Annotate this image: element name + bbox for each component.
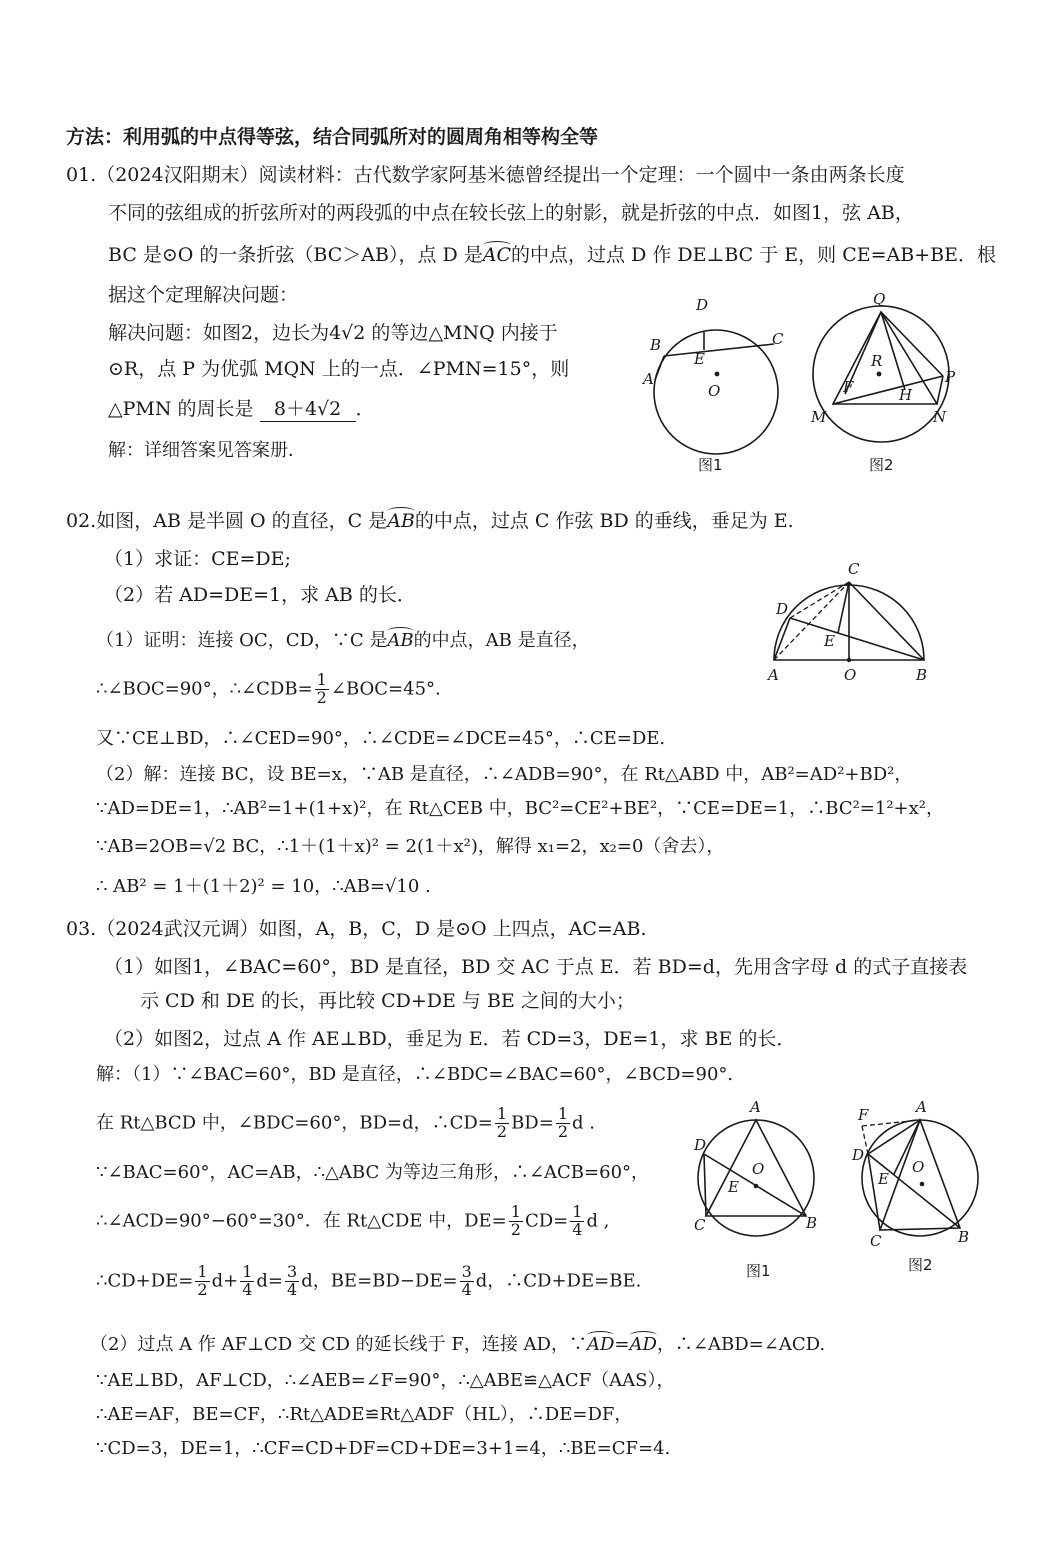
problem-3-sol-4a: ∴∠ACD=90°−60°=30°．在 Rt△CDE 中，DE= — [96, 1210, 507, 1232]
label-c: C — [694, 1216, 706, 1234]
problem-3-sol-5c: d= — [256, 1270, 283, 1292]
fraction — [285, 1264, 299, 1299]
problem-3-sol-8: ∴AE=AF，BE=CF，∴Rt△ADE≌Rt△ADF（HL），∴DE=DF， — [96, 1404, 633, 1425]
frac-numerator: 1 — [510, 1202, 521, 1221]
problem-3-sol-2c: d . — [572, 1112, 595, 1134]
segment-ce — [838, 582, 849, 633]
fraction — [195, 1264, 209, 1299]
label-d: D — [852, 1146, 865, 1164]
problem-3-sol-2 — [96, 1106, 595, 1141]
center-o-semi — [847, 658, 851, 662]
problem-2-line-1 — [66, 510, 794, 533]
frac-denominator: 4 — [242, 1279, 253, 1299]
label-o: O — [752, 1160, 765, 1178]
label-c: C — [772, 330, 784, 348]
center-o — [920, 1182, 925, 1187]
figure-3-2 — [850, 1098, 990, 1283]
label-q: Q — [873, 290, 886, 308]
label-a: A — [643, 370, 654, 388]
label-h: H — [899, 386, 913, 404]
problem-1-line-3b: 的中点，过点 D 作 DE⊥BC 于 E，则 CE=AB+BE．根 — [511, 244, 996, 266]
problem-1-text: 阅读材料：古代数学家阿基米德曾经提出一个定理：一个圆中一条由两条长度 — [258, 164, 905, 186]
problem-1-line-3a: BC 是⊙O 的一条折弦（BC＞AB），点 D 是 — [108, 244, 483, 266]
problem-1-source: （2024汉阳期末） — [96, 164, 259, 186]
figure-3-2-caption: 图2 — [908, 1256, 933, 1274]
frac-numerator: 1 — [572, 1202, 583, 1221]
problem-1-line-6: ⊙R，点 P 为优弧 MQN 上的一点．∠PMN=15°，则 — [108, 358, 570, 380]
problem-3-sol-3: ∵∠BAC=60°，AC=AB，∴△ABC 为等边三角形，∴∠ACB=60°， — [96, 1162, 650, 1183]
label-b: B — [958, 1228, 970, 1246]
problem-3-sol-7: ∵AE⊥BD，AF⊥CD，∴∠AEB=∠F=90°，∴△ABE≌△ACF（AAS）， — [96, 1370, 675, 1391]
center-o — [715, 372, 720, 377]
arc-ab-2: AB — [387, 630, 414, 651]
label-b: B — [650, 336, 662, 354]
frac-numerator: 1 — [197, 1262, 208, 1281]
center-o — [754, 1184, 759, 1189]
frac-denominator: 2 — [316, 687, 327, 707]
fraction — [460, 1264, 474, 1299]
frac-denominator: 2 — [496, 1121, 508, 1141]
frac-numerator: 1 — [496, 1104, 508, 1123]
label-o: O — [708, 382, 721, 400]
problem-3-sol-4 — [96, 1204, 609, 1239]
problem-1-line-7 — [108, 398, 375, 422]
segment-np — [937, 376, 943, 404]
circle-o — [698, 1120, 814, 1236]
problem-3-sol-5 — [96, 1264, 641, 1299]
answer-blank: 8＋4√2 — [260, 398, 356, 422]
frac-denominator: 4 — [572, 1219, 583, 1239]
label-b: B — [806, 1214, 818, 1232]
label-f: F — [858, 1106, 869, 1124]
problem-2-q1: （1）求证：CE=DE; — [104, 548, 291, 570]
label-e: E — [878, 1170, 889, 1188]
problem-3-line-1 — [66, 918, 647, 941]
chord-ab — [655, 356, 664, 380]
method-header: 方法：利用弧的中点得等弦，结合同弧所对的圆周角相等构全等 — [66, 126, 599, 148]
problem-2-sol-5: ∵AD=DE=1，∴AB²=1+(1+x)²，在 Rt△CEB 中，BC²=CE²+BE²，∵CE=DE=1，∴BC²=1²+x²， — [96, 798, 945, 819]
chord-dc — [868, 1154, 880, 1230]
fraction-half — [315, 672, 329, 707]
problem-2-sol-2 — [96, 672, 441, 707]
problem-3-sol-5b: d+ — [211, 1270, 239, 1292]
problem-2-sol-1 — [96, 630, 590, 652]
problem-2-sol-1b: 的中点，AB 是直径， — [413, 630, 590, 651]
problem-1-line-3 — [108, 244, 996, 267]
figure-1-caption: 图1 — [698, 456, 723, 474]
frac-denominator: 2 — [510, 1219, 521, 1239]
label-d: D — [694, 1136, 707, 1154]
problem-3-number: 03. — [66, 918, 97, 940]
problem-1-period: ． — [355, 398, 375, 420]
label-a: A — [916, 1098, 927, 1116]
figure-2-caption: 图2 — [869, 456, 894, 474]
problem-3-sol-6 — [90, 1334, 825, 1356]
figure-1 — [640, 292, 790, 482]
fraction — [495, 1106, 509, 1141]
problem-3-sol-5a: ∴CD+DE= — [96, 1270, 194, 1292]
arc-ad-2: AD — [629, 1334, 657, 1355]
problem-1-line-1 — [66, 164, 905, 187]
center-r — [877, 372, 882, 377]
frac-denominator: 4 — [287, 1279, 298, 1299]
problem-3-sol-9: ∵CD=3，DE=1，∴CF=CD+DF=CD+DE=3+1=4，∴BE=CF=4. — [96, 1438, 671, 1459]
problem-3-q2: （2）如图2，过点 A 作 AE⊥BD，垂足为 E．若 CD=3，DE=1，求 BE 的长． — [104, 1028, 796, 1050]
problem-2-number: 02. — [66, 510, 97, 532]
label-c: C — [870, 1232, 882, 1250]
label-n: N — [933, 408, 947, 426]
frac-numerator: 1 — [316, 670, 327, 689]
fraction — [509, 1204, 523, 1239]
label-d: D — [776, 600, 789, 618]
frac-denominator: 2 — [557, 1121, 569, 1141]
problem-2-sol-4: （2）解：连接 BC，设 BE=x，∵AB 是直径，∴∠ADB=90°，在 Rt△ABD 中，AB²=AD²+BD²， — [96, 764, 913, 785]
problem-2-text-b: 的中点，过点 C 作弦 BD 的垂线，垂足为 E. — [414, 510, 794, 532]
fraction — [556, 1106, 570, 1141]
frac-numerator: 1 — [557, 1104, 569, 1123]
problem-2-sol-1a: （1）证明：连接 OC，CD，∵C 是 — [96, 630, 388, 651]
label-p: P — [945, 368, 956, 386]
problem-3-sol-5e: d，∴CD+DE=BE. — [475, 1270, 642, 1292]
figure-2 — [805, 292, 975, 482]
label-e: E — [694, 350, 705, 368]
frac-numerator: 1 — [242, 1262, 253, 1281]
problem-3-sol-4b: CD= — [524, 1210, 569, 1232]
problem-3-sol-2b: BD= — [511, 1112, 554, 1134]
label-d: D — [696, 296, 709, 314]
label-a: A — [768, 666, 779, 684]
problem-1-line-4: 据这个定理解决问题： — [108, 284, 299, 306]
problem-1-number: 01. — [66, 164, 97, 186]
problem-2-sol-6: ∵AB=2OB=√2 BC，∴1＋(1＋x)² = 2(1＋x²)，解得 x₁=2，x₂=0（舍去）， — [96, 836, 725, 857]
frac-numerator: 3 — [461, 1262, 472, 1281]
label-a: A — [750, 1098, 761, 1116]
label-o: O — [912, 1158, 925, 1176]
problem-3-q1b: 示 CD 和 DE 的长，再比较 CD+DE 与 BE 之间的大小； — [140, 990, 635, 1012]
problem-2-sol-2b: ∠BOC=45°. — [330, 678, 441, 700]
figure-semicircle — [764, 560, 939, 685]
problem-2-sol-2a: ∴∠BOC=90°，∴∠CDB= — [96, 678, 313, 700]
chord-bc — [664, 344, 774, 356]
problem-3-sol-6b: ，∴∠ABD=∠ACD. — [656, 1334, 826, 1355]
frac-denominator: 2 — [197, 1279, 208, 1299]
segment-dc — [704, 1154, 706, 1216]
fraction — [570, 1204, 584, 1239]
problem-1-solution: 解：详细答案见答案册． — [108, 440, 306, 461]
problem-2-sol-7: ∴ AB² = 1＋(1＋2)² = 10，∴AB=√10 . — [96, 876, 431, 897]
problem-3-sol-6a: （2）过点 A 作 AF⊥CD 交 CD 的延长线于 F，连接 AD，∵ — [90, 1334, 587, 1355]
label-m: M — [811, 408, 827, 426]
arc-ad-1: AD — [586, 1334, 615, 1355]
label-b: B — [916, 666, 928, 684]
problem-2-sol-3: 又∵CE⊥BD，∴∠CED=90°，∴∠CDE=∠DCE=45°，∴CE=DE. — [96, 728, 666, 749]
label-e: E — [824, 632, 835, 650]
label-f: F — [843, 378, 854, 396]
problem-3-sol-4c: d , — [586, 1210, 610, 1232]
arc-ab: AB — [387, 510, 415, 532]
problem-2-text-a: 如图，AB 是半圆 O 的直径，C 是 — [96, 510, 388, 532]
problem-3-sol-5d: d，BE=BD−DE= — [301, 1270, 458, 1292]
label-c: C — [848, 560, 860, 578]
figure-3-1-caption: 图1 — [746, 1262, 771, 1280]
problem-1-line-5: 解决问题：如图2，边长为4√2 的等边△MNQ 内接于 — [108, 322, 558, 344]
problem-3-text: （2024武汉元调）如图，A，B，C，D 是⊙O 上四点，AC=AB. — [96, 918, 647, 940]
figure-3-1 — [690, 1098, 830, 1283]
arc-ac: AC — [482, 244, 512, 266]
problem-3-sol-2a: 在 Rt△BCD 中，∠BDC=60°，BD=d，∴CD= — [96, 1112, 493, 1134]
label-o: O — [844, 666, 857, 684]
problem-3-q1a: （1）如图1，∠BAC=60°，BD 是直径，BD 交 AC 于点 E．若 BD=d，先用含字母 d 的式子直接表 — [104, 956, 968, 978]
label-r: R — [871, 352, 883, 370]
problem-1-question: △PMN 的周长是 — [108, 398, 254, 420]
problem-3-sol-1: 解：（1）∵∠BAC=60°，BD 是直径，∴∠BDC=∠BAC=60°，∠BCD=90°. — [96, 1064, 734, 1085]
fraction — [240, 1264, 254, 1299]
frac-denominator: 4 — [461, 1279, 472, 1299]
problem-1-line-2: 不同的弦组成的折弦所对的两段弧的中点在较长弦上的射影，就是折弦的中点．如图1，弦 AB， — [108, 202, 914, 224]
frac-numerator: 3 — [287, 1262, 298, 1281]
problem-2-q2: （2）若 AD=DE=1，求 AB 的长． — [104, 584, 416, 606]
equals: = — [614, 1334, 630, 1355]
label-e: E — [728, 1178, 739, 1196]
